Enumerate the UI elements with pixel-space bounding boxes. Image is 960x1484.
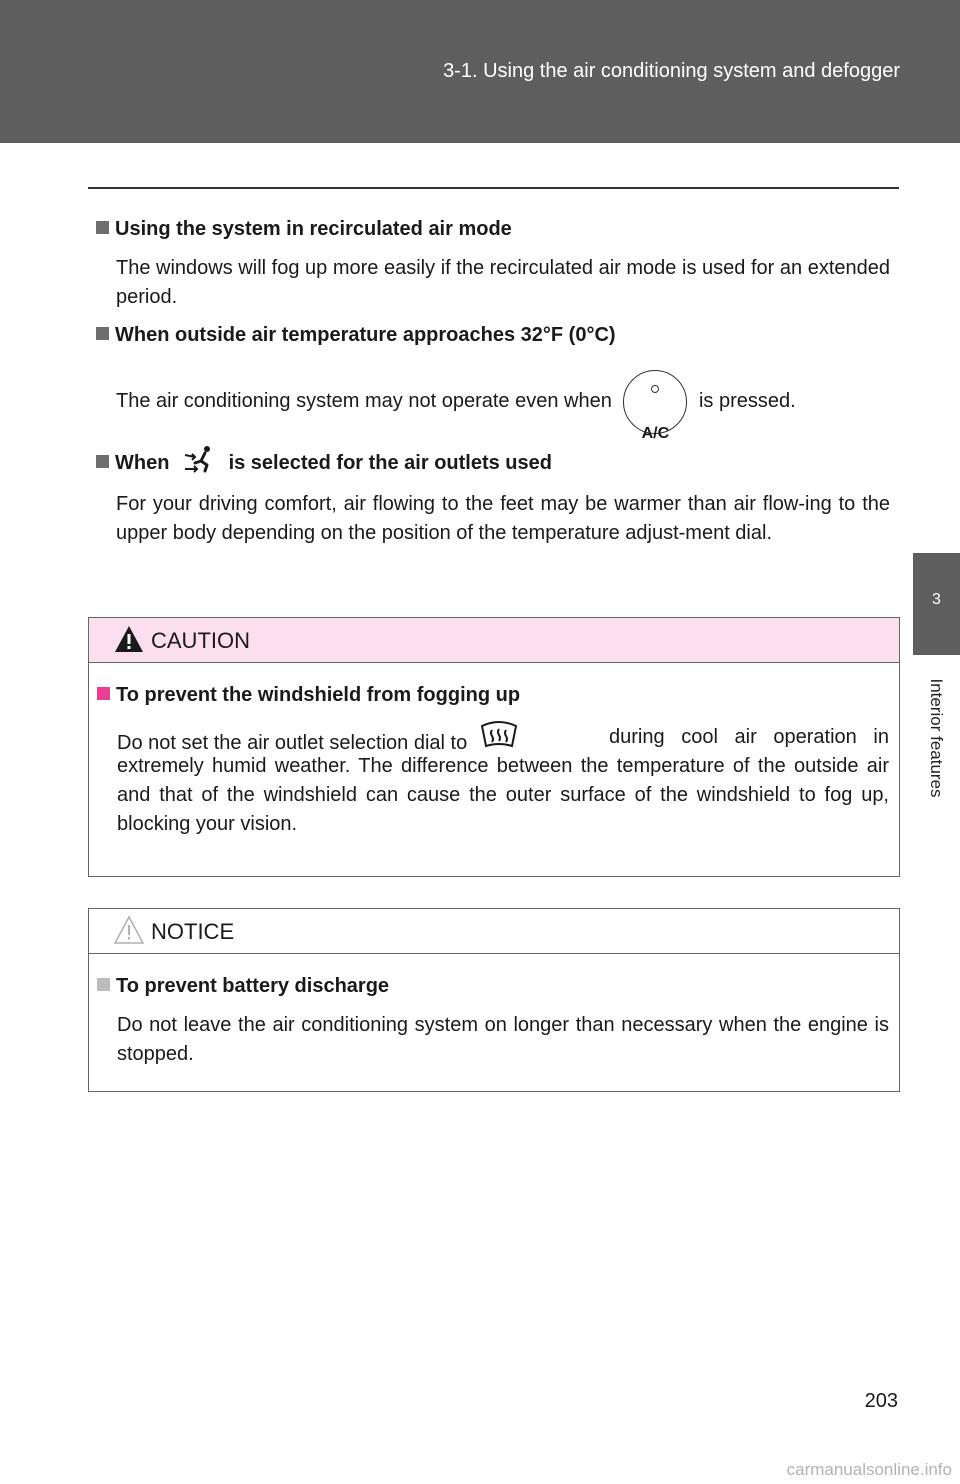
notice-box bbox=[88, 908, 900, 1092]
page-number: 203 bbox=[864, 1390, 898, 1412]
section-heading: Using the system in recirculated air mode bbox=[96, 215, 890, 244]
watermark: carmanualsonline.info bbox=[786, 1460, 952, 1479]
caution-triangle-icon bbox=[113, 624, 145, 659]
page-header bbox=[0, 0, 960, 143]
chapter-label: Interior features bbox=[927, 678, 946, 798]
ac-button-label: A/C bbox=[641, 424, 670, 442]
ac-button-icon bbox=[623, 370, 687, 442]
caution-heading: To prevent the windshield from fogging up bbox=[97, 681, 889, 710]
notice-text: Do not leave the air conditioning system on longer than necessary when the engine is stopped. bbox=[117, 1014, 889, 1065]
chapter-tab bbox=[913, 553, 960, 655]
bullet-square bbox=[96, 455, 109, 468]
section-outside-temp bbox=[96, 321, 890, 442]
header-rule bbox=[88, 187, 899, 189]
notice-triangle-icon bbox=[113, 915, 145, 950]
section-body: The air conditioning system may not operate even when A/C is pressed. bbox=[96, 365, 890, 437]
chapter-number: 3 bbox=[932, 591, 941, 608]
air-outlet-feet-icon bbox=[181, 445, 217, 482]
section-body: For your driving comfort, air flowing to the feet may be warmer than air flow-ing to the upper body depending on the position of the temperature adjust-ment dial. bbox=[116, 493, 890, 544]
bullet-square bbox=[96, 221, 109, 234]
notice-body bbox=[89, 954, 899, 1069]
notice-header bbox=[89, 909, 899, 954]
ac-indicator-icon bbox=[651, 385, 659, 393]
section-heading: When outside air temperature approaches 32°F (0°C) bbox=[96, 321, 890, 350]
bullet-square bbox=[96, 327, 109, 340]
notice-heading: To prevent battery discharge bbox=[97, 972, 889, 1001]
caution-header bbox=[89, 618, 899, 663]
section-body: The windows will fog up more easily if the recirculated air mode is used for an extended period. bbox=[116, 257, 890, 308]
notice-title: NOTICE bbox=[151, 919, 235, 944]
section-title: 3-1. Using the air conditioning system and defogger bbox=[443, 60, 900, 82]
caution-text: Do not set the air outlet selection dial to bbox=[97, 720, 889, 767]
section-recirculated bbox=[96, 215, 890, 312]
bullet-square bbox=[97, 978, 110, 991]
caution-title: CAUTION bbox=[151, 628, 250, 653]
bullet-square bbox=[97, 687, 110, 700]
section-feet-outlet bbox=[96, 445, 890, 548]
caution-text-cont: during cool air operation in extremely humid weather. The difference between the temperature of the outside air and that of the windshield can cause the outer surface of the windshield to fog up, blocking your vision. bbox=[117, 726, 889, 836]
caution-box bbox=[88, 617, 900, 877]
caution-body bbox=[89, 663, 899, 839]
section-heading: When is selected for the air outlets used bbox=[96, 445, 890, 482]
